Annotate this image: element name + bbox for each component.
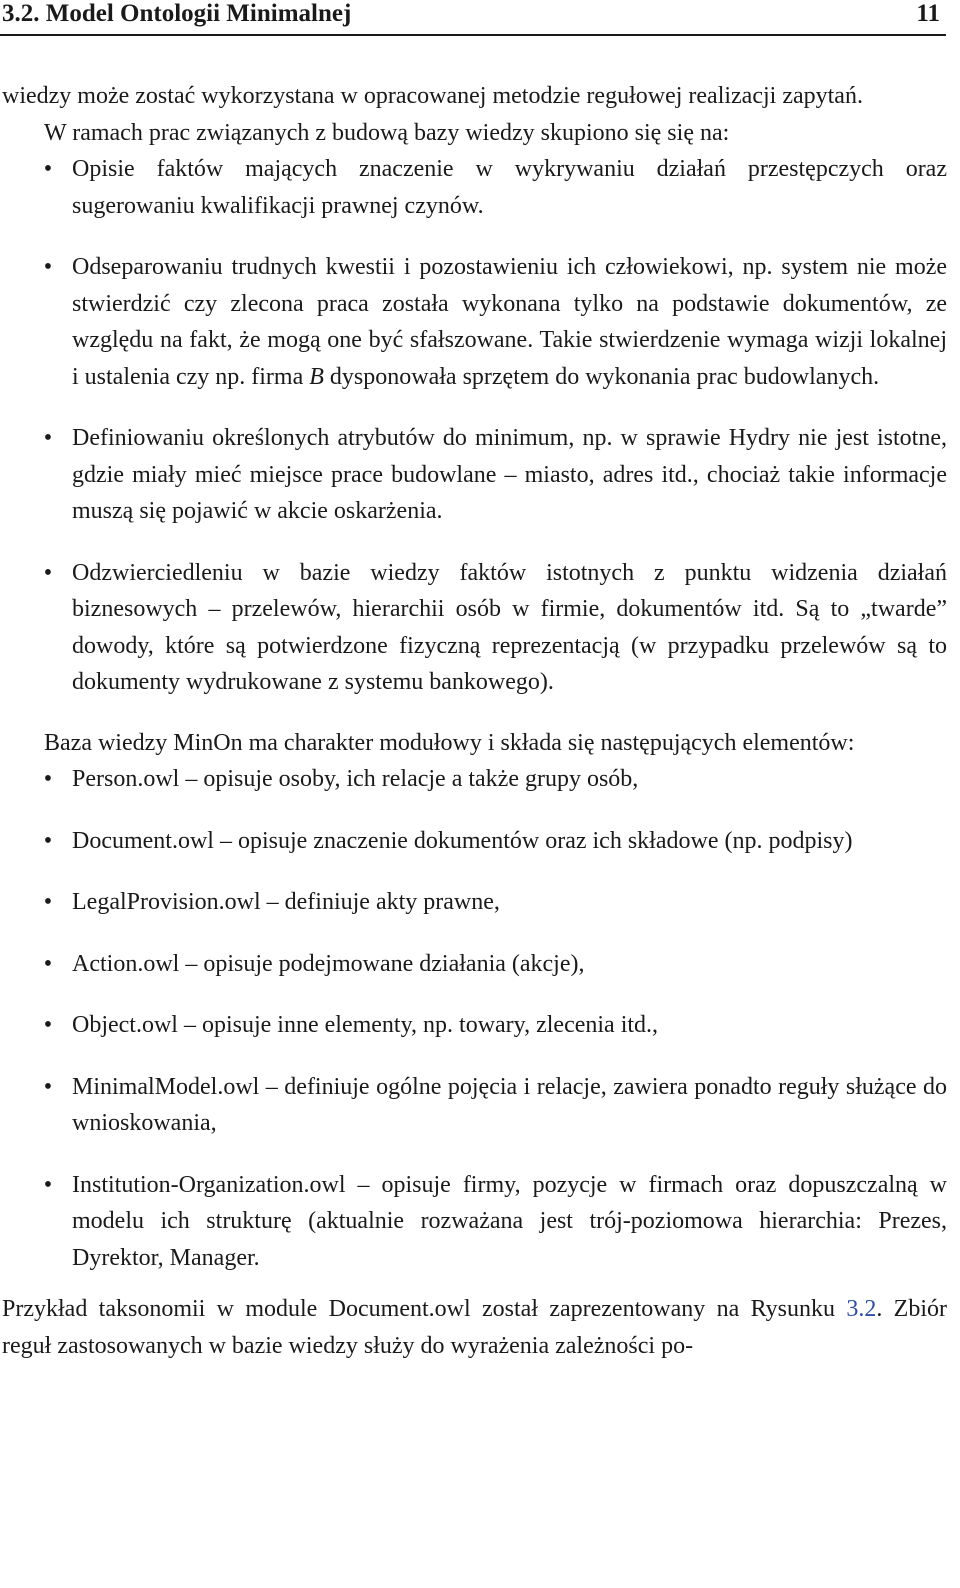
list-item [2,1069,947,1142]
list-item-text: Document.owl – opisuje znaczenie dokumentów oraz ich składowe (np. podpisy) [72,827,853,854]
page-number: 11 [916,0,940,27]
list-item [2,151,947,224]
paragraph-figure-reference [2,1291,947,1364]
list-item-text: Action.owl – opisuje podejmowane działania (akcje), [72,950,585,977]
paragraph-text-tail: . Zbiór reguł zastosowanych w bazie wiedzy służy do wyrażenia zależności po- [2,1296,947,1359]
paragraph-intro: W ramach prac związanych z budową bazy wiedzy skupiono się się na: [44,119,730,146]
figure-reference-link[interactable]: 3.2 [846,1296,877,1322]
running-header [0,0,946,36]
list-item-text-tail: dysponowała sprzętem do wykonania prac budowlanych. [323,363,880,390]
list-item [2,1167,947,1277]
list-item-text: MinimalModel.owl – definiuje ogólne pojęcia i relacje, zawiera ponadto reguły służące do wnioskowania, [72,1073,947,1136]
list-item [2,761,947,798]
list-item [2,946,947,983]
paragraph-modules-intro: Baza wiedzy MinOn ma charakter modułowy i składa się następujących elementów: [44,729,855,756]
list-item [2,420,947,530]
bullet-icon: • [43,1012,53,1038]
list-item-text: LegalProvision.owl – definiuje akty prawne, [72,889,500,915]
list-item-text: Object.owl – opisuje inne elementy, np. towary, zlecenia itd., [72,1012,659,1038]
list-item [2,555,947,701]
bullet-icon: • [43,766,53,792]
italic-symbol: B [309,363,324,390]
bullet-icon: • [43,254,53,280]
list-item [2,884,947,921]
bullet-icon: • [43,827,53,854]
section-title: 3.2. Model Ontologii Minimalnej [2,0,352,27]
list-item-text: Person.owl – opisuje osoby, ich relacje a także grupy osób, [72,766,639,792]
list-item [2,1007,947,1044]
list-item [2,823,947,860]
bullet-icon: • [43,1073,53,1100]
list-item-text: Opisie faktów mających znaczenie w wykrywaniu działań przestępczych oraz sugerowaniu kwalifikacji prawnej czynów. [72,156,947,219]
bullet-icon: • [43,559,53,586]
modules-list [2,761,947,1276]
bullet-icon: • [43,1171,53,1198]
bullet-icon: • [43,889,53,915]
bullet-icon: • [43,156,53,182]
bullet-icon: • [43,425,53,451]
paragraph-text: Przykład taksonomii w module Document.owl został zaprezentowany na Rysunku [2,1296,847,1322]
list-item-text: Definiowaniu określonych atrybutów do minimum, np. w sprawie Hydry nie jest istotne, gdzie miały mieć miejsce prace budowlane – miasto, adres itd., chociaż takie informacje muszą się pojawić w akcie oskarżenia. [72,425,947,524]
list-item-text: Odzwierciedleniu w bazie wiedzy faktów istotnych z punktu widzenia działań biznesowych – przelewów, hierarchii osób w firmie, dokumentów itd. Są to „twarde” dowody, które są potwierdzone fizyczną reprezentacją (w przypadku przelewów są to dokumenty wydrukowane z systemu bankowego). [72,559,947,695]
paragraph-continuation: wiedzy może zostać wykorzystana w opracowanej metodzie regułowej realizacji zapytań. [2,83,863,109]
list-item-text: Institution-Organization.owl – opisuje firmy, pozycje w firmach oraz dopuszczalną w modelu ich strukturę (aktualnie rozważana jest trój-poziomowa hierarchia: Prezes, Dyrektor, Manager. [72,1171,947,1271]
list-item [2,249,947,395]
knowledge-base-goals-list [2,151,947,701]
bullet-icon: • [43,950,53,977]
body-text [2,78,947,1364]
list-item-text: Odseparowaniu trudnych kwestii i pozostawieniu ich człowiekowi, np. system nie może stwierdzić czy zlecona praca została wykonana tylko na podstawie dokumentów, ze względu na fakt, że mogą one być sfałszowane. Takie stwierdzenie wymaga wizji lokalnej i ustalenia czy np. firma [72,254,947,390]
